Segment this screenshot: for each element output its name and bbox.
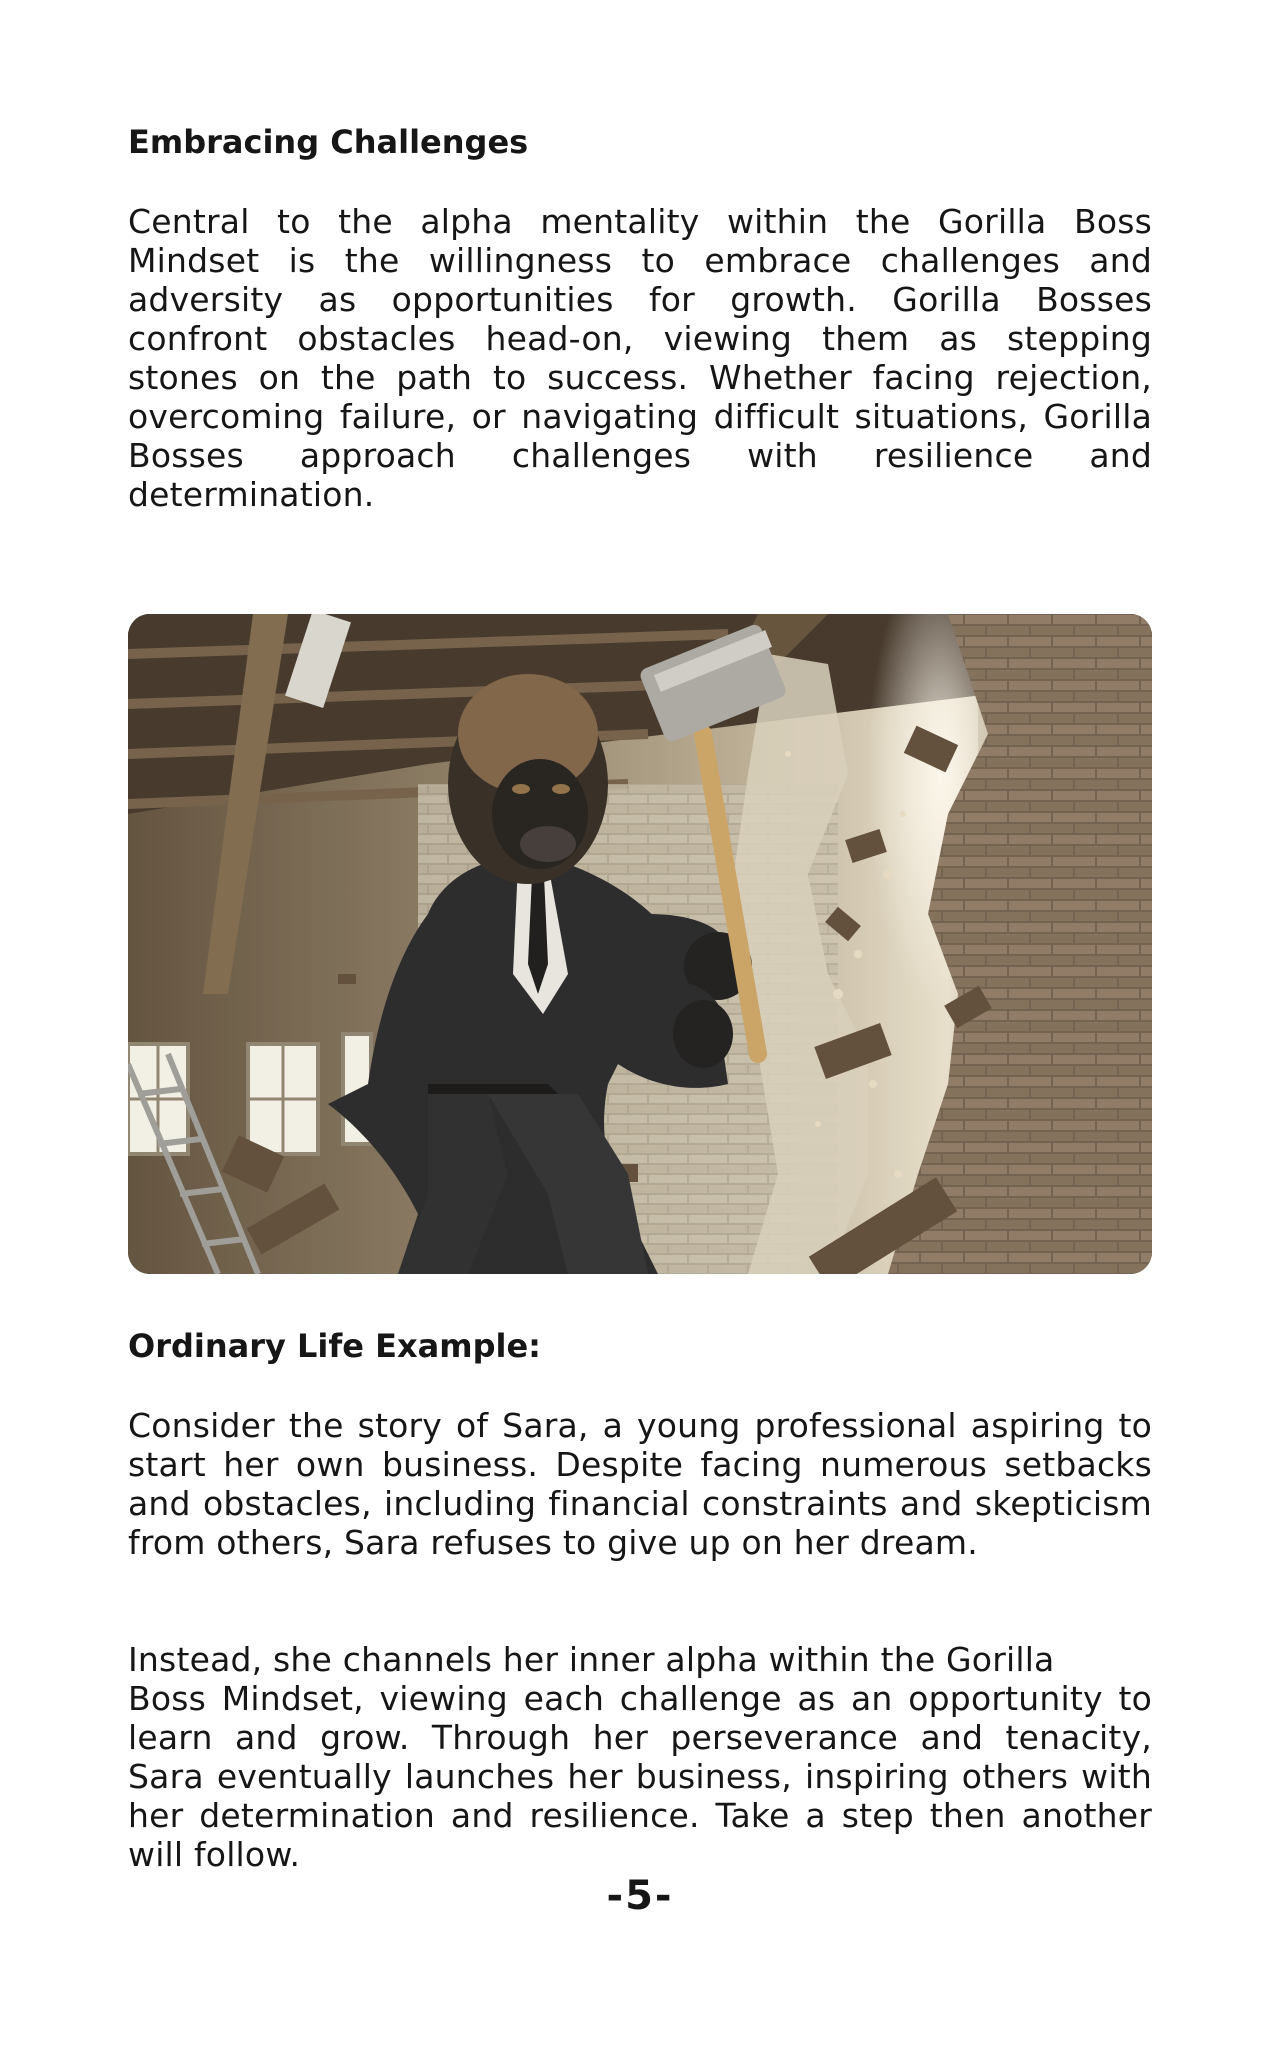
paragraph-line: Instead, she channels her inner alpha within the Gorilla	[128, 1640, 1055, 1679]
section-paragraph-embracing-challenges: Central to the alpha mentality within the Gorilla Boss Mindset is the willingness to embrace challenges and adversity as opportunities for growth. Gorilla Bosses confront obstacles head-on, viewing them as stepping stones on the path to success. Whether facing rejection, overcoming failure, or navigating difficult situations, Gorilla Bosses approach challenges with resilience and determination.	[128, 202, 1152, 514]
section-heading-embracing-challenges: Embracing Challenges	[128, 123, 529, 161]
section-paragraph-sara-story: Consider the story of Sara, a young professional aspiring to start her own business. Despite facing numerous setbacks and obstacles, including financial constraints and skepticism from others, Sara refuses to give up on her dream.	[128, 1406, 1152, 1562]
section-paragraph-sara-mindset	[128, 1640, 1152, 1874]
section-heading-ordinary-life-example: Ordinary Life Example:	[128, 1327, 541, 1365]
page-number: -5-	[606, 1873, 674, 1919]
paragraph-continuation: Boss Mindset, viewing each challenge as an opportunity to learn and grow. Through her perseverance and tenacity, Sara eventually launches her business, inspiring others with her determination and resilience. Take a step then another will follow.	[128, 1679, 1152, 1874]
gorilla-sledgehammer-illustration	[128, 614, 1152, 1274]
